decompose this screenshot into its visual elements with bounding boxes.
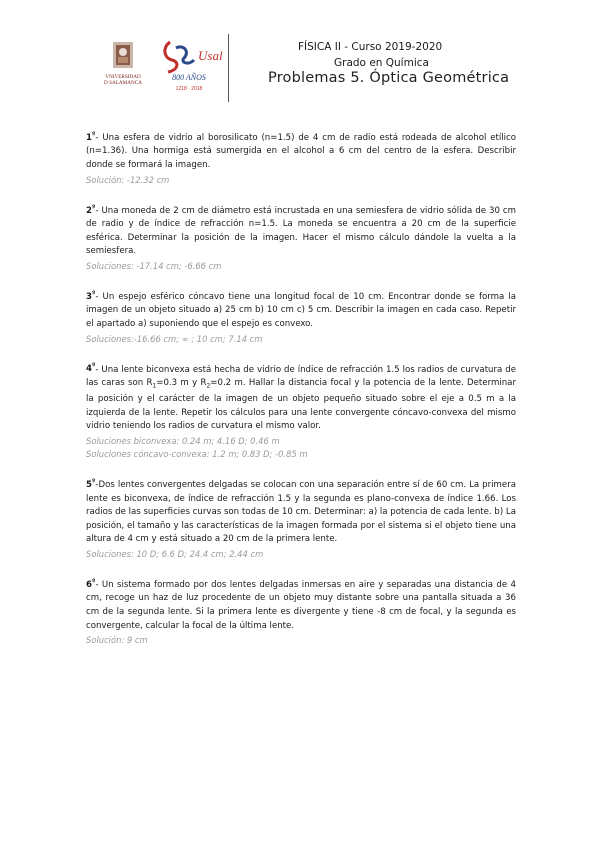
problem-6-text: $6^º-$ Un sistema formado por dos lentes delgadas inmersas en aire y separadas una distancia de 4 cm, recoge un haz de luz procedente de un objeto muy distante sobre una pantalla situada a 36 cm de la segunda lente. Si la primera lente es divergente y tiene -8 cm de focal, y la segunda es convergente, calcular la focal de la última lente. [86, 577, 516, 631]
problem-number: $3^º$ [86, 289, 96, 302]
university-logo-line-1: VNIVERSIDAD [105, 74, 141, 80]
problem-5-text: $5^º$-Dos lentes convergentes delgadas se colocan con una separación entre sí de 60 cm. La primera lente es biconvexa, de índice de refracción 1.5 y la segunda es plano-convexa de índice 1.66. Los radios de las superficies curvas son todas de 10 cm. Determinar: a) la potencia de cada lente. b) La posición, el tamaño y las características de la imagen formada por el sistema si el objeto tiene una altura de 4 cm y está situado a 20 cm de la primera lente. [86, 478, 516, 545]
problem-5 [86, 475, 516, 561]
problem-6 [86, 575, 516, 647]
anniversary-logo [160, 34, 223, 96]
problem-6-solution: Solución: 9 cm [86, 635, 148, 646]
problem-1-solution: Solución: -12.32 cm [86, 174, 170, 185]
problem-2 [86, 201, 516, 273]
problem-3-text: $3^º-$ Un espejo esférico cóncavo tiene una longitud focal de 10 cm. Encontrar donde se forma la imagen de un objeto situado a) 25 cm b) 10 cm c) 5 cm. Describir la imagen en cada caso. Repetir el apartado a) suponiendo que el espejo es convexo. [86, 289, 516, 329]
degree-label: Grado en Química [334, 57, 429, 69]
anniversary-logo-dates: 1218 · 2018 [175, 86, 203, 92]
problem-number: $1^º$ [86, 131, 96, 143]
problem-1-text: $1^º-$ Una esfera de vidrio al borosilicato (n=1.5) de 4 cm de radio está rodeada de alcohol etílico (n=1.36). Una hormiga está sumergida en el alcohol a 6 cm del centro de la esfera. Describir donde se formará la imagen. [86, 131, 516, 171]
problem-4-solution-2: Soluciones cóncavo-convexa: 1.2 m; 0.83 D; -0.85 m [86, 449, 308, 460]
problem-number: $4^º$ [86, 362, 96, 375]
problem-3-solution: Soluciones:-16.66 cm; ∞ ; 10 cm; 7.14 cm [86, 333, 263, 344]
header-divider [228, 34, 229, 102]
page-header [0, 0, 600, 110]
problem-1 [86, 128, 516, 187]
page-title: Problemas 5. Óptica Geométrica [268, 70, 510, 86]
problem-4-text: $4^º-$ Una lente biconvexa está hecha de vidrio de índice de refracción 1.5 los radios de curvatura de las caras son $R_1=0.3$ m y $R_2=0.2$ m. Hallar la distancia focal y la potencia de la lente. Determinar la posición y el carácter de la imagen de un objeto pequeño situado sobre el eje a 0.5 m a la izquierda de la lente. Repetir los cálculos para una lente convergente cóncavo-convexa del mismo vidrio teniendo los radios de curvatura el mismo valor. [86, 362, 516, 432]
problem-list [86, 128, 516, 661]
university-logo-line-2: D SALAMANCA [104, 80, 142, 86]
problem-number: $5^º$ [86, 478, 96, 490]
problem-4 [86, 360, 516, 462]
problem-3 [86, 287, 516, 346]
problem-5-solution: Soluciones: 10 D; 6.6 D; 24.4 cm; 2.44 cm [86, 548, 264, 559]
anniversary-logo-wordmark: Usal [198, 48, 223, 63]
course-label: FÍSICA II - Curso 2019-2020 [298, 41, 443, 53]
problem-number: $6^º$ [86, 577, 96, 590]
problem-4-solution-1: Soluciones biconvexa: 0.24 m; 4.16 D; 0.46 m [86, 436, 280, 447]
problem-2-text: $2^º-$ Una moneda de 2 cm de diámetro está incrustada en una semiesfera de vidrio sólida de 30 cm de radio y de índice de refracción n=1.5. La moneda se encuentra a 20 cm de la superficie esférica. Determinar la posición de la imagen. Hacer el mismo cálculo dándole la vuelta a la semiesfera. [86, 203, 516, 257]
problem-2-solution: Soluciones: -17.14 cm; -6.66 cm [86, 260, 222, 271]
problem-number: $2^º$ [86, 203, 96, 216]
university-logo [98, 40, 148, 92]
anniversary-logo-years: 800 AÑOS [172, 73, 206, 82]
